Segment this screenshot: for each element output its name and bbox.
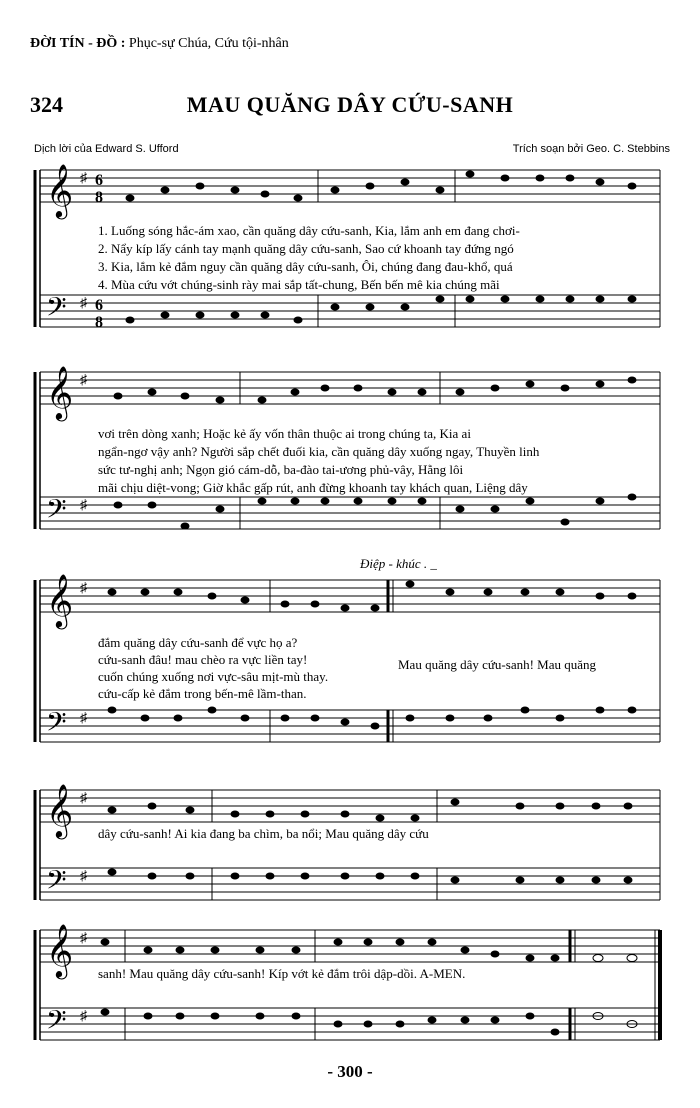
bass-clef-icon: 𝄢 <box>46 865 67 901</box>
verse-2-line-3: cứu-sanh đâu! mau chèo ra vực liền tay! <box>98 652 308 667</box>
refrain-line-2: dây cứu-sanh! Ai kia đang ba chìm, ba nổi; Mau quăng dây cứu <box>98 826 429 841</box>
verse-3-line-3: cuốn chúng xuống nơi vực-sâu mịt-mù thay. <box>98 669 329 684</box>
svg-text:♯: ♯ <box>80 1009 87 1024</box>
refrain-line-1: Mau quăng dây cứu-sanh! Mau quăng <box>398 657 597 672</box>
svg-text:8: 8 <box>95 314 103 331</box>
verse-4-line-3: cứu-cấp kẻ đắm trong bến-mê lầm-than. <box>98 686 307 701</box>
hymn-number: 324 <box>30 92 63 117</box>
sharp-icon: ♯ <box>80 296 87 311</box>
time-sig-bottom: 8 <box>95 189 103 206</box>
refrain-line-3: sanh! Mau quăng dây cứu-sanh! Kíp vớt kẻ đắm trôi dập-dồi. A-MEN. <box>98 966 466 981</box>
svg-text:♯: ♯ <box>80 869 87 884</box>
verse-4-line-2: mãi chịu diệt-vong; Giờ khắc gấp rút, anh đừng khoanh tay khách quan, Liệng dây <box>98 480 528 495</box>
treble-clef-icon: 𝄞 <box>46 575 74 626</box>
bass-clef-icon: 𝄢 <box>46 707 67 743</box>
section-header <box>30 36 289 52</box>
verse-2-line-1: 2. Nẩy kíp lấy cánh tay mạnh quăng dây cứu-sanh, Sao cứ khoanh tay đứng ngó <box>98 241 514 256</box>
treble-clef-icon: 𝄞 <box>46 925 74 976</box>
svg-text:♯: ♯ <box>80 581 87 596</box>
time-sig-top: 6 <box>95 172 103 189</box>
svg-text:6: 6 <box>95 297 103 314</box>
verse-1-line-2: vơi trên dòng xanh; Hoặc kẻ ấy vốn thân thuộc ai trong chúng ta, Kia ai <box>98 426 471 441</box>
treble-clef-icon: 𝄞 <box>46 785 74 836</box>
bass-clef-icon: 𝄢 <box>46 494 67 530</box>
music-system-4 <box>0 780 700 920</box>
treble-clef-icon: 𝄞 <box>46 367 74 418</box>
treble-staff <box>40 164 660 219</box>
section-subtitle: Phục-sự Chúa, Cứu tội-nhân <box>128 36 289 51</box>
verse-3-line-1: 3. Kia, lắm kẻ đắm nguy cần quăng dây cứu-sanh, Ôi, chúng đang đau-khổ, quá <box>98 259 513 274</box>
music-system-5 <box>0 920 700 1060</box>
translator-credit: Dịch lời của Edward S. Ufford <box>34 143 179 155</box>
sharp-icon: ♯ <box>80 498 87 513</box>
composer-credit: Trích soạn bởi Geo. C. Stebbins <box>512 143 670 155</box>
refrain-label: Điệp - khúc . _ <box>360 556 437 571</box>
verse-1-line-1: 1. Luống sóng hắc-ám xao, cần quăng dây cứu-sanh, Kia, lắm anh em đang chơi- <box>98 223 520 238</box>
svg-text:♯: ♯ <box>80 711 87 726</box>
bass-clef-icon: 𝄢 <box>46 1005 67 1041</box>
svg-text:♯: ♯ <box>80 931 87 946</box>
bass-clef-icon: 𝄢 <box>46 292 67 328</box>
treble-clef-icon: 𝄞 <box>46 165 74 216</box>
verse-1-line-3: đắm quăng dây cứu-sanh để vực họ a? <box>98 635 298 650</box>
verse-3-line-2: sức tư-nghị anh; Ngọn gió cám-dỗ, ba-đào tai-ương phủ-vây, Hằng lôi <box>98 462 464 477</box>
verse-2-line-2: ngẩn-ngơ vậy anh? Người sắp chết đuối kia, cần quăng dây xuống ngay, Thuyền linh <box>98 444 540 459</box>
page-number: - 300 - <box>327 1062 373 1081</box>
section-label: ĐỜI TÍN - ĐỒ : <box>30 36 126 51</box>
sharp-icon: ♯ <box>80 171 87 186</box>
sharp-icon: ♯ <box>80 373 87 388</box>
verse-4-line-1: 4. Mùa cứu vớt chúng-sinh rày mai sắp tất-chung, Bến bến mê kia chúng mãi <box>98 277 500 292</box>
svg-text:♯: ♯ <box>80 791 87 806</box>
hymn-title: MAU QUĂNG DÂY CỨU-SANH <box>186 92 514 117</box>
